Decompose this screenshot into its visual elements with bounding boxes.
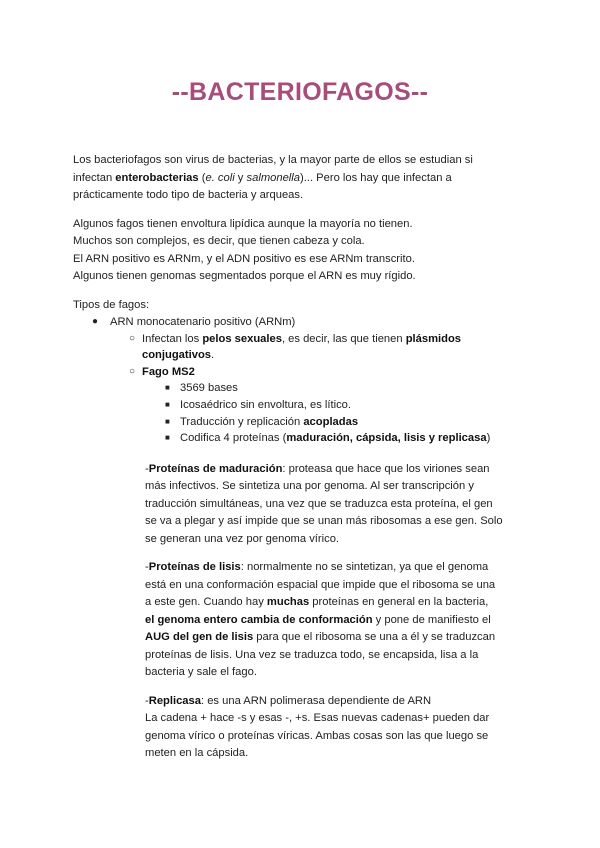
- document-body: [73, 152, 553, 763]
- list-item: [73, 331, 553, 348]
- list-item: [73, 397, 553, 414]
- list-item: [73, 430, 553, 447]
- text-run: -: [145, 561, 149, 574]
- paragraph-spacer: [73, 682, 553, 693]
- list-item: [73, 380, 553, 397]
- text-run: se generan una vez por genoma vírico.: [145, 532, 340, 545]
- text-run: más infectivos. Se sintetiza una por genoma. Al ser transcripción y: [145, 480, 474, 493]
- text-run: meten en la cápsida.: [145, 747, 249, 760]
- text-line: [73, 233, 553, 251]
- bold-text: el genoma entero cambia de conformación: [145, 613, 373, 626]
- text-run: Algunos fagos tienen envoltura lipídica aunque la mayoría no tienen.: [73, 217, 413, 230]
- text-run: para que el ribosoma se una a él y se traduzcan: [253, 631, 496, 644]
- text-line: [73, 216, 553, 234]
- bold-text: Proteínas de maduración: [148, 462, 283, 475]
- bullet-icon: ■: [165, 433, 170, 443]
- paragraph: [73, 693, 553, 763]
- paragraph: [73, 216, 553, 286]
- text-run: traducción simultáneas, una vez que se traduzca esta proteína, el gen: [145, 497, 493, 510]
- document-title: --BACTERIOFAGOS--: [171, 78, 429, 106]
- text-run: 3569 bases: [180, 382, 238, 395]
- list-item: [73, 364, 553, 381]
- bold-text: acopladas: [303, 415, 359, 428]
- bold-text: maduración, cápsida, lisis y replicasa: [286, 432, 487, 445]
- bold-text: conjugativos: [142, 349, 211, 362]
- bullet-icon: ○: [129, 365, 136, 377]
- text-run: : es una ARN polimerasa dependiente de ARN: [200, 694, 432, 707]
- text-line: [145, 461, 553, 479]
- text-run: , es decir, las que tienen: [281, 332, 406, 345]
- text-run: Codifica 4 proteínas (: [180, 432, 287, 445]
- text-line: [73, 187, 553, 205]
- bold-text: Fago MS2: [142, 365, 195, 378]
- text-line: [145, 647, 553, 665]
- text-run: está en una conformación espacial que impide que el ribosoma se una: [145, 578, 496, 591]
- text-line: [73, 170, 553, 188]
- text-run: ): [486, 432, 491, 445]
- text-line: [145, 594, 553, 612]
- bold-text: enterobacterias: [115, 171, 199, 184]
- bold-text: Replicasa: [148, 694, 201, 707]
- bold-text: plásmidos: [405, 332, 462, 345]
- text-line: [145, 745, 553, 763]
- text-run: genoma vírico o proteínas víricas. Ambas cosas son las que luego se: [145, 729, 489, 742]
- text-line: [145, 710, 553, 728]
- text-line: [145, 496, 553, 514]
- text-line: [145, 531, 553, 549]
- text-line: [145, 612, 553, 630]
- text-run: prácticamente todo tipo de bacteria y arqueas.: [73, 189, 304, 201]
- list-item: [73, 414, 553, 431]
- text-line: [145, 478, 553, 496]
- list-item: [73, 347, 553, 364]
- text-line: [145, 577, 553, 595]
- bold-text: pelos sexuales: [202, 332, 282, 345]
- text-line: [145, 664, 553, 682]
- text-run: Tipos de fagos:: [73, 298, 150, 311]
- text-line: [73, 268, 553, 286]
- bullet-icon: ■: [165, 416, 170, 426]
- text-line: [145, 513, 553, 531]
- text-line: [145, 693, 553, 711]
- bold-text: AUG del gen de lisis: [145, 631, 254, 644]
- text-line: [145, 629, 553, 647]
- text-run: Traducción y replicación: [180, 415, 304, 428]
- text-run: Algunos tienen genomas segmentados porque el ARN es muy rígido.: [73, 270, 416, 282]
- paragraph-spacer: [73, 548, 553, 559]
- text-run: proteínas de lisis. Una vez se traduzca todo, se encapsida, lisa a la: [145, 648, 479, 661]
- text-run: a este gen. Cuando hay: [145, 596, 267, 609]
- text-run: La cadena + hace -s y esas -, +s. Esas nuevas cadenas+ pueden dar: [145, 712, 490, 725]
- text-run: y: [234, 171, 247, 184]
- text-run: proteínas en general en la bacteria,: [309, 596, 489, 609]
- text-run: -: [145, 694, 149, 707]
- list-item: [73, 314, 553, 331]
- text-run: ARN monocatenario positivo (ARNm): [110, 316, 296, 328]
- italic-text: e. coli: [205, 171, 235, 184]
- text-run: y pone de manifiesto el: [372, 613, 491, 626]
- paragraph-spacer: [73, 205, 553, 216]
- paragraph: [73, 559, 553, 682]
- text-run: (: [198, 171, 206, 184]
- text-run: El ARN positivo es ARNm, y el ADN positivo es ese ARNm transcrito.: [73, 252, 415, 265]
- text-line: [73, 251, 553, 269]
- text-run: .: [211, 349, 215, 362]
- text-run: Infectan los: [142, 332, 203, 345]
- bullet-list: [73, 314, 553, 447]
- text-run: : proteasa que hace que los viriones sean: [282, 462, 490, 475]
- paragraph: [73, 297, 553, 315]
- text-line: [73, 152, 553, 170]
- bold-text: muchas: [266, 596, 310, 609]
- text-line: [145, 559, 553, 577]
- text-line: [145, 728, 553, 746]
- paragraph-spacer: [73, 447, 553, 461]
- text-run: bacteria y sale el fago.: [145, 666, 257, 679]
- paragraph: [73, 152, 553, 205]
- text-run: -: [145, 462, 149, 475]
- text-run: Icosaédrico sin envoltura, es lítico.: [180, 398, 352, 411]
- text-line: [73, 297, 553, 315]
- paragraph: [73, 461, 553, 549]
- paragraph-spacer: [73, 286, 553, 297]
- text-run: : normalmente no se sintetizan, ya que el genoma: [240, 561, 489, 574]
- bullet-icon: ●: [92, 316, 99, 327]
- text-run: )... Pero los hay que infectan a: [300, 171, 452, 184]
- italic-text: salmonella: [246, 171, 300, 184]
- bullet-icon: ■: [165, 399, 170, 409]
- text-run: Los bacteriofagos son virus de bacterias, y la mayor parte de ellos se estudian si: [73, 154, 473, 166]
- bullet-icon: ○: [129, 332, 136, 344]
- text-run: infectan: [73, 171, 116, 184]
- text-run: Muchos son complejos, es decir, que tienen cabeza y cola.: [73, 235, 365, 247]
- bold-text: Proteínas de lisis: [148, 561, 241, 574]
- bullet-icon: ■: [165, 383, 170, 393]
- text-run: se va a plegar y así impide que se unan más ribosomas a ese gen. Solo: [145, 515, 503, 528]
